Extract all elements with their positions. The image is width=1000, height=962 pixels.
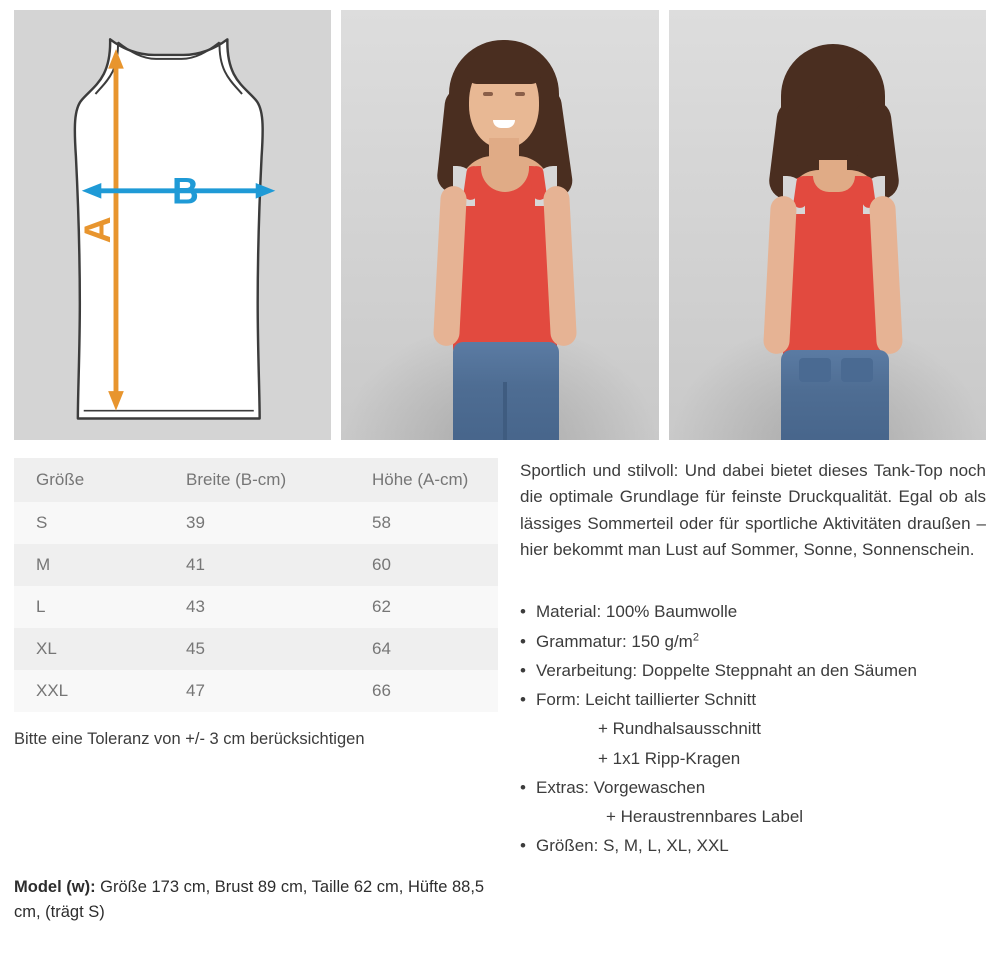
cell-size: L bbox=[14, 586, 164, 628]
width-label: B bbox=[171, 169, 199, 212]
description-column bbox=[520, 458, 986, 860]
table-row bbox=[14, 544, 498, 586]
spec-form: • Form: Leicht taillierter Schnitt bbox=[520, 685, 986, 714]
spec-processing: • Verarbeitung: Doppelte Steppnaht an den Säumen bbox=[520, 656, 986, 685]
cell-size: XL bbox=[14, 628, 164, 670]
spec-extras: • Extras: Vorgewaschen bbox=[520, 773, 986, 802]
cell-width: 45 bbox=[164, 628, 350, 670]
tank-top-measurement-diagram bbox=[14, 10, 331, 440]
table-row bbox=[14, 586, 498, 628]
spec-extras-detail-label: + Heraustrennbares Label bbox=[606, 807, 804, 827]
height-label: A bbox=[76, 216, 119, 244]
size-table-column bbox=[14, 458, 498, 860]
cell-height: 66 bbox=[350, 670, 498, 712]
header-height: Höhe (A-cm) bbox=[350, 458, 498, 502]
product-image-row bbox=[0, 0, 1000, 440]
cell-height: 62 bbox=[350, 586, 498, 628]
header-width: Breite (B-cm) bbox=[164, 458, 350, 502]
cell-width: 43 bbox=[164, 586, 350, 628]
spec-form-detail-neckline: + Rundhalsausschnitt bbox=[598, 719, 762, 739]
tolerance-note: Bitte eine Toleranz von +/- 3 cm berücksichtigen bbox=[14, 730, 365, 748]
spec-sizes: • Größen: S, M, L, XL, XXL bbox=[520, 831, 986, 860]
header-size: Größe bbox=[14, 458, 164, 502]
table-row bbox=[14, 628, 498, 670]
model-info-label: Model (w): bbox=[14, 877, 96, 896]
spec-weight-sup: 2 bbox=[692, 630, 699, 643]
cell-width: 39 bbox=[164, 502, 350, 544]
cell-size: XXL bbox=[14, 670, 164, 712]
spec-weight bbox=[520, 627, 986, 656]
product-specs-list bbox=[520, 597, 986, 860]
cell-height: 58 bbox=[350, 502, 498, 544]
cell-size: M bbox=[14, 544, 164, 586]
model-info-text: Größe 173 cm, Brust 89 cm, Taille 62 cm, Hüfte 88,5 cm, (trägt S) bbox=[14, 877, 485, 922]
product-info-row bbox=[0, 440, 1000, 860]
table-row bbox=[14, 502, 498, 544]
cell-width: 41 bbox=[164, 544, 350, 586]
model-back-photo bbox=[669, 10, 986, 440]
cell-height: 60 bbox=[350, 544, 498, 586]
size-table bbox=[14, 458, 498, 712]
cell-width: 47 bbox=[164, 670, 350, 712]
spec-weight-text: Grammatur: 150 g/m bbox=[536, 631, 693, 651]
model-front-photo bbox=[341, 10, 658, 440]
product-description: Sportlich und stilvoll: Und dabei bietet dieses Tank-Top noch die optimale Grundlage für feinste Druckqualität. Egal ob als lässiges Sommerteil oder für sportliche Aktivitäten draußen – hier bekommt man Lust auf Sommer, Sonne, Sonnenschein. bbox=[520, 461, 986, 560]
spec-material: • Material: 100% Baumwolle bbox=[520, 597, 986, 626]
model-info bbox=[14, 875, 514, 926]
table-row bbox=[14, 670, 498, 712]
spec-form-detail-collar: + 1x1 Ripp-Kragen bbox=[598, 748, 741, 768]
cell-height: 64 bbox=[350, 628, 498, 670]
table-header-row bbox=[14, 458, 498, 502]
cell-size: S bbox=[14, 502, 164, 544]
